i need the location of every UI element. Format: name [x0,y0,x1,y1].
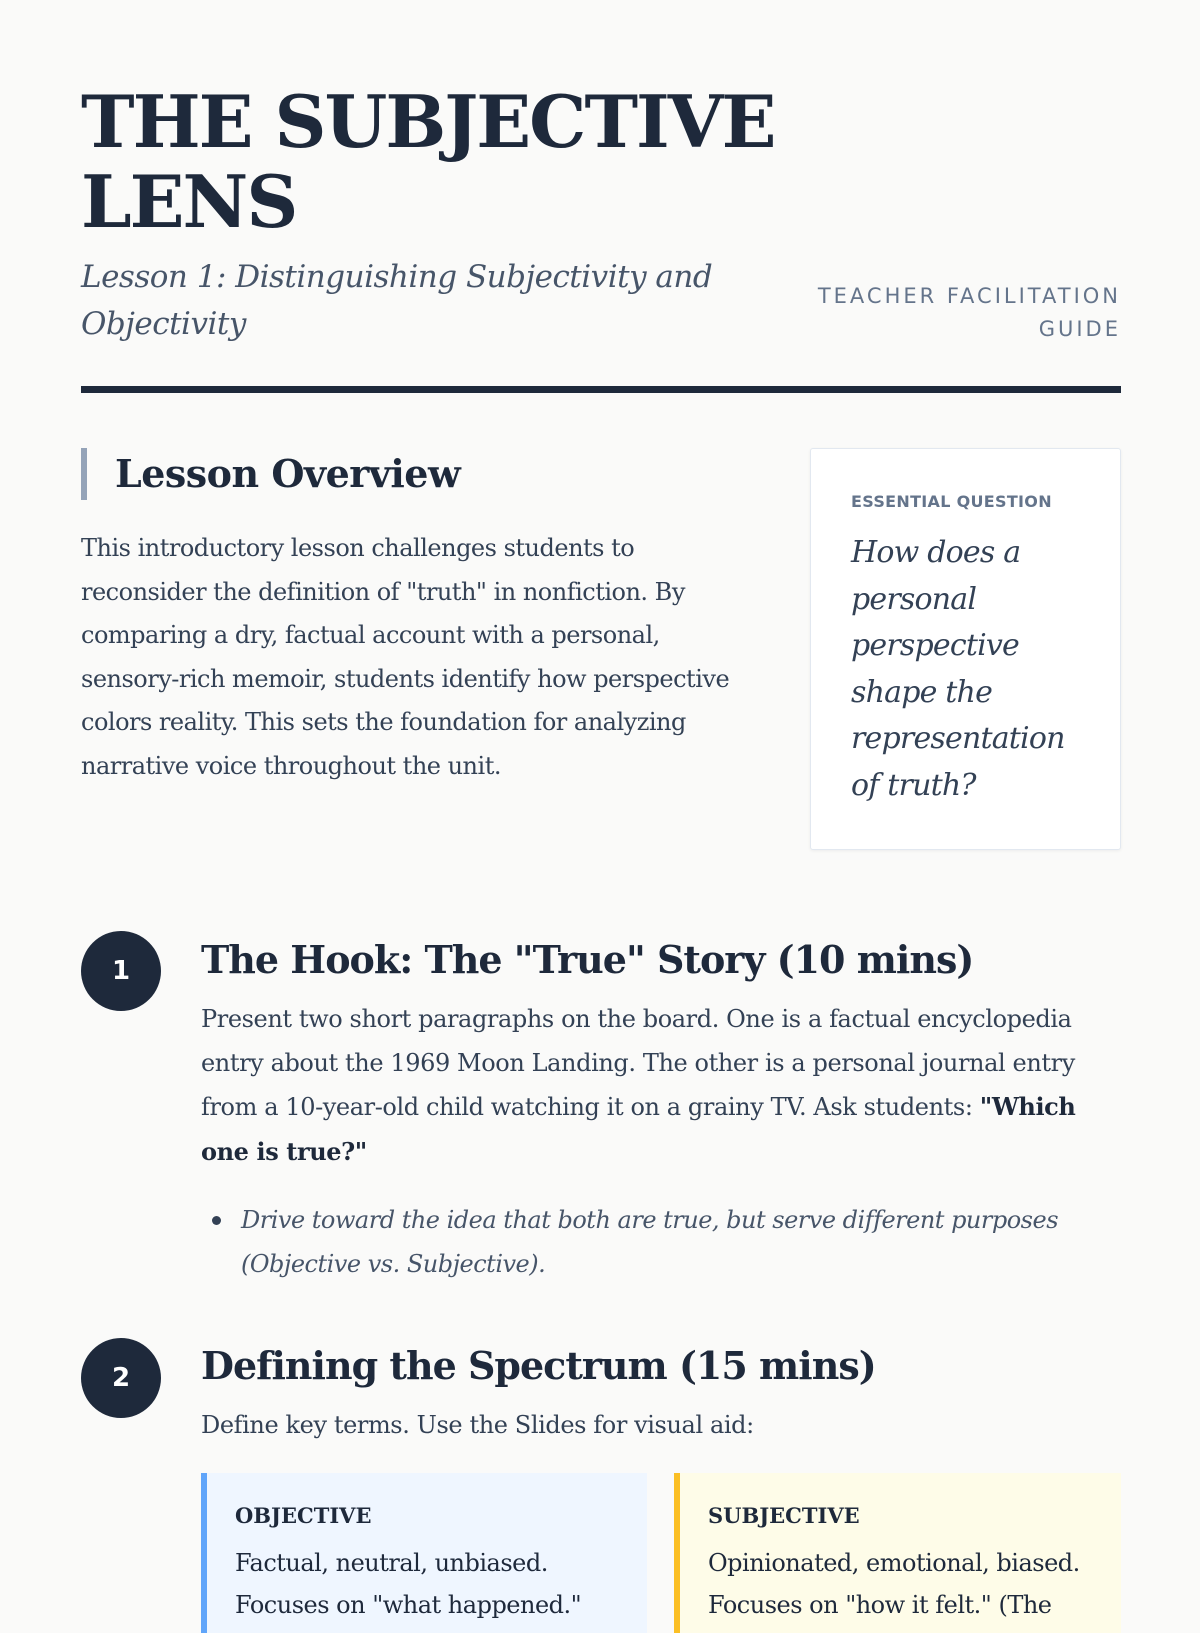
overview-heading: Lesson Overview [115,451,461,496]
term-example: Focuses on "how it felt." (The [708,1591,1052,1619]
step-question: "Which one is true?" [201,1092,1076,1166]
bullet-icon [212,1216,221,1225]
lesson-subtitle: Lesson 1: Distinguishing Subjectivity and Objectivity [81,259,713,342]
step-number-badge: 2 [81,1338,161,1418]
essential-question-label: ESSENTIAL QUESTION [851,492,1052,511]
page-title: THE SUBJECTIVE LENS [81,79,775,244]
term-example: Focuses on "what happened." [235,1591,582,1619]
term-definition: Factual, neutral, unbiased. [235,1549,548,1577]
step-description [201,998,1121,1174]
header-divider [81,386,1121,393]
step-number-badge: 1 [81,931,161,1011]
term-definition: Opinionated, emotional, biased. [708,1549,1080,1577]
term-name: SUBJECTIVE [708,1503,860,1528]
overview-text: This introductory lesson challenges students to reconsider the definition of "truth" in nonfiction. By comparing a dry, factual account with a personal, sensory-rich memoir, students identify how perspective colors reality. This sets the foundation for analyzing narrative voice throughout the unit. [81,534,730,780]
step-description: Define key terms. Use the Slides for visual aid: [201,1411,754,1439]
term-card-objective [201,1473,647,1633]
section-accent-bar [81,448,87,500]
step-description-text: Present two short paragraphs on the board. One is a factual encyclopedia entry about the 1969 Moon Landing. The other is a personal journal entry from a 10-year-old child watching it on a grainy TV. Ask students: [201,1005,1075,1121]
essential-question-text: How does a personal perspective shape the representation of truth? [851,535,1065,803]
step-title: The Hook: The "True" Story (10 mins) [201,937,974,982]
guide-type-label: TEACHER FACILITATION GUIDE [817,284,1121,341]
term-card-subjective [674,1473,1121,1633]
list-item: Drive toward the idea that both are true, but serve different purposes (Objective vs. Subjective). [241,1206,1059,1278]
step-title: Defining the Spectrum (15 mins) [201,1343,876,1388]
term-name: OBJECTIVE [235,1503,372,1528]
